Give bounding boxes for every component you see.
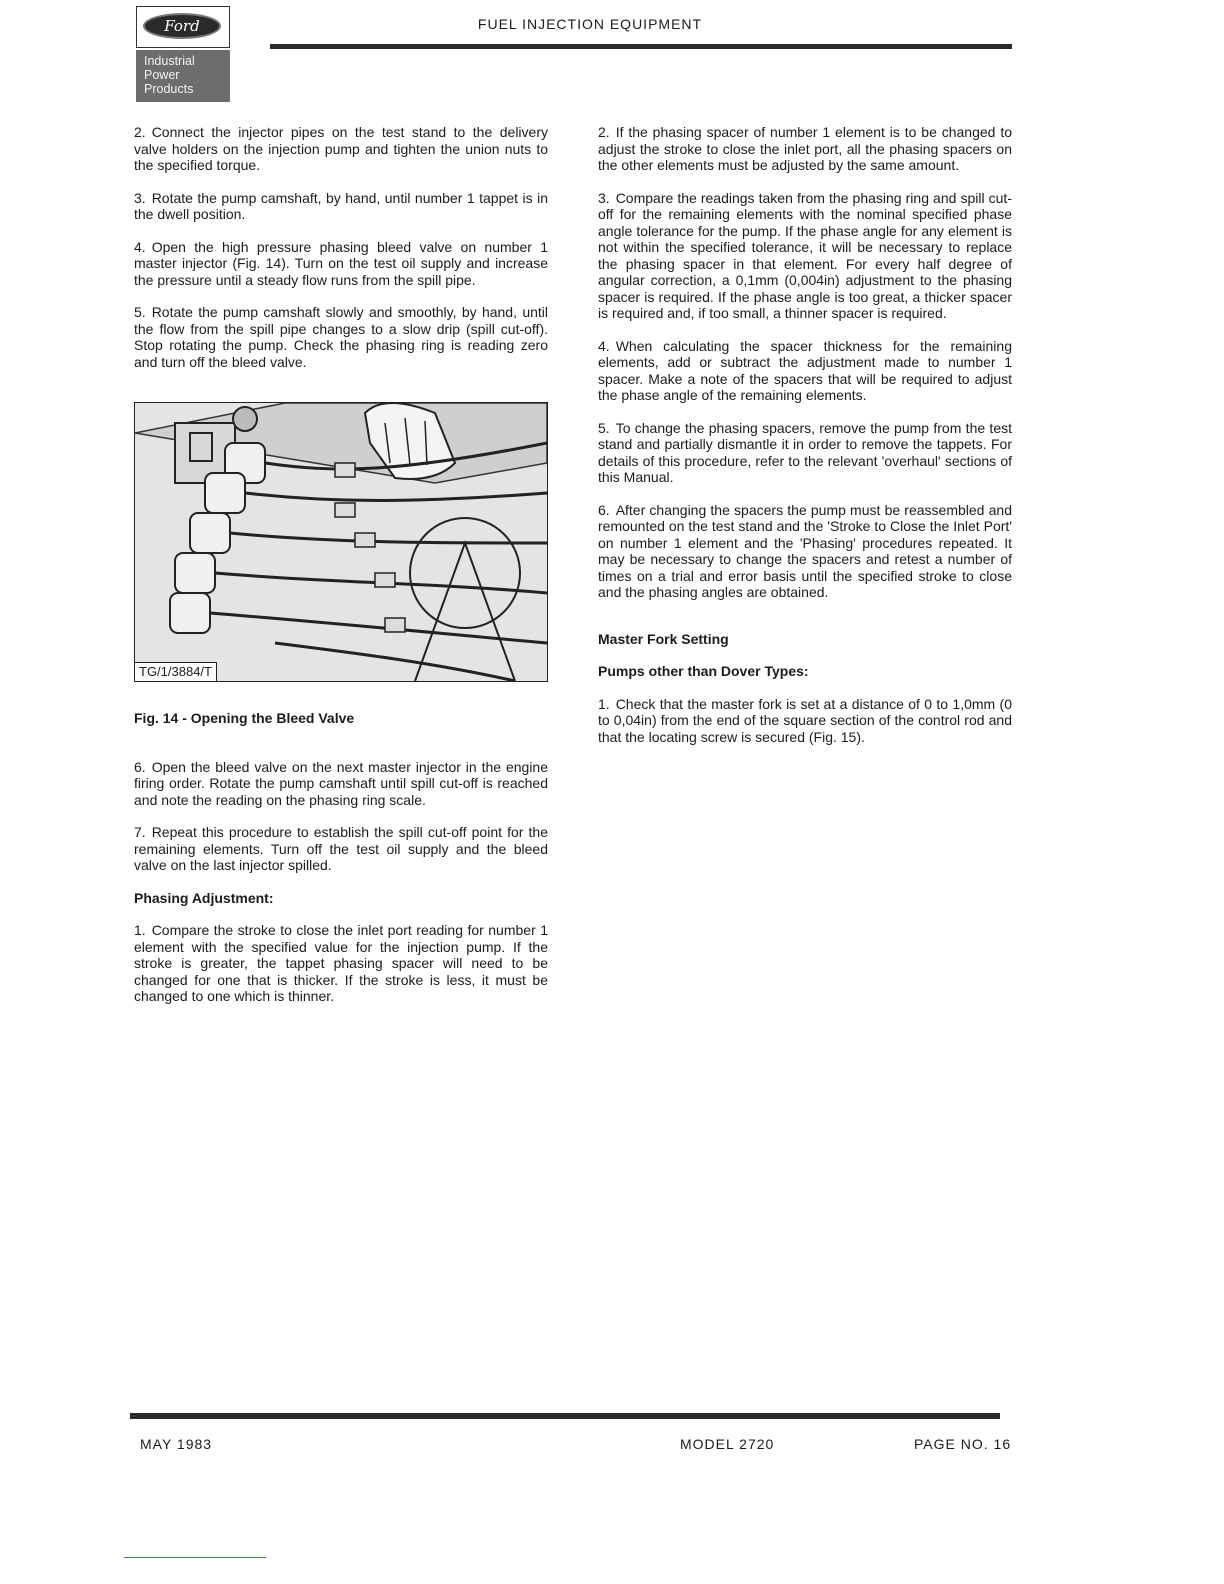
footer-date: MAY 1983 <box>140 1436 213 1452</box>
step-5-paragraph <box>134 304 548 370</box>
step-text: Repeat this procedure to establish the spill cut-off point for the remaining elements. Turn off the test oil supply and the bleed valve on the last injector spilled. <box>134 824 548 873</box>
phasing-step-1-paragraph <box>134 922 548 1005</box>
bottom-blue-line <box>124 1557 266 1558</box>
master-fork-heading: Master Fork Setting <box>598 630 729 647</box>
phasing-step-4-paragraph <box>598 338 1012 404</box>
logo-brand: Ford <box>164 17 200 35</box>
division-line-2: Power <box>144 68 180 82</box>
step-6-paragraph <box>134 759 548 809</box>
step-number: 5. <box>598 419 610 436</box>
step-number: 7. <box>134 824 146 840</box>
step-4-paragraph <box>134 239 548 289</box>
step-text: To change the phasing spacers, remove the pump from the test stand and partially dismantle it in order to remove the tappets. For details of this procedure, refer to the relevant 'overhaul' sections of this Manual. <box>598 419 1012 485</box>
phasing-step-6-paragraph <box>598 502 1012 601</box>
step-number: 6. <box>134 758 146 775</box>
step-text: Rotate the pump camshaft slowly and smoothly, by hand, until the flow from the spill pipe changes to a slow drip (spill cut-off). Stop rotating the pump. Check the phasing ring is reading zero and turn off the bleed valve. <box>134 304 548 370</box>
step-number: 5. <box>134 304 146 320</box>
bleed-valve-illustration <box>135 403 547 681</box>
phasing-step-2-paragraph <box>598 124 1012 174</box>
ford-oval-frame <box>136 6 230 48</box>
step-number: 3. <box>134 189 146 206</box>
phasing-step-5-paragraph <box>598 420 1012 486</box>
step-text: Compare the stroke to close the inlet port reading for number 1 element with the specified value for the injection pump. If the stroke is greater, the tappet phasing spacer will need to be changed for one that is thicker. If the stroke is less, it must be changed to one which is thinner. <box>134 922 548 1004</box>
step-text: After changing the spacers the pump must be reassembled and remounted on the test stand and the 'Stroke to Close the Inlet Port' on number 1 element and the 'Phasing' procedures repeated. It may be necessary to change the spacers and retest a number of times on a trial and error basis until the specified stroke to close and the phasing angles are obtained. <box>598 501 1012 600</box>
right-column <box>598 124 1012 761</box>
page-header-title: FUEL INJECTION EQUIPMENT <box>477 16 703 32</box>
division-line-3: Products <box>144 82 194 96</box>
figure-14-photo <box>134 402 548 682</box>
phasing-step-3-paragraph <box>598 190 1012 322</box>
step-text: Compare the readings taken from the phasing ring and spill cut-off for the remaining elements with the nominal specified phase angle tolerance for the pump. If the phase angle for any element is not within the specified tolerance, it will be necessary to replace the phasing spacer in that element. For every half degree of angular correction, a 0,1mm (0,004in) adjustment to the phasing spacer is required. If the phase angle is too great, a thicker spacer is required and, if too small, a thinner spacer is required. <box>598 189 1012 321</box>
division-line-1: Industrial <box>144 54 195 68</box>
figure-caption: Fig. 14 - Opening the Bleed Valve <box>134 710 355 726</box>
step-text: Check that the master fork is set at a distance of 0 to 1,0mm (0 to 0,04in) from the end of the square section of the control rod and that the locating screw is secured (Fig. 15). <box>598 695 1012 745</box>
step-number: 2. <box>134 124 146 140</box>
step-text: Open the high pressure phasing bleed valve on number 1 master injector (Fig. 14). Turn on the test oil supply and increase the pressure until a steady flow runs from the spill pipe. <box>134 238 548 288</box>
header-rule <box>270 44 1012 49</box>
figure-reference: TG/1/3884/T <box>135 662 217 682</box>
step-number: 1. <box>598 695 610 712</box>
phasing-adjustment-heading: Phasing Adjustment: <box>134 889 274 906</box>
step-7-paragraph <box>134 824 548 874</box>
step-number: 2. <box>598 124 610 140</box>
step-2-paragraph <box>134 124 548 174</box>
step-text: When calculating the spacer thickness for the remaining elements, add or subtract the adjustment made to number 1 spacer. Make a note of the spacers that will be required to adjust the phase angle of the remaining elements. <box>598 337 1012 403</box>
pump-types-subheading: Pumps other than Dover Types: <box>598 663 809 679</box>
step-number: 1. <box>134 922 146 938</box>
footer-page-number: PAGE NO. 16 <box>914 1436 1012 1452</box>
step-number: 3. <box>598 189 610 206</box>
step-number: 6. <box>598 501 610 518</box>
ford-logo <box>136 6 230 98</box>
footer-model: MODEL 2720 <box>680 1436 775 1452</box>
step-text: Connect the injector pipes on the test stand to the delivery valve holders on the injection pump and tighten the union nuts to the specified torque. <box>134 124 548 173</box>
division-badge <box>136 50 230 102</box>
left-column <box>134 124 548 1021</box>
step-text: Open the bleed valve on the next master injector in the engine firing order. Rotate the pump camshaft until spill cut-off is reached and note the reading on the phasing ring scale. <box>134 758 548 808</box>
step-text: Rotate the pump camshaft, by hand, until number 1 tappet is in the dwell position. <box>134 189 548 222</box>
ford-oval <box>143 13 221 39</box>
master-fork-step-1-paragraph <box>598 696 1012 746</box>
step-text: If the phasing spacer of number 1 element is to be changed to adjust the stroke to close the inlet port, all the phasing spacers on the other elements must be adjusted by the same amount. <box>598 124 1012 173</box>
step-number: 4. <box>598 337 610 354</box>
step-3-paragraph <box>134 190 548 223</box>
step-number: 4. <box>134 238 146 255</box>
footer-rule <box>130 1413 1000 1419</box>
